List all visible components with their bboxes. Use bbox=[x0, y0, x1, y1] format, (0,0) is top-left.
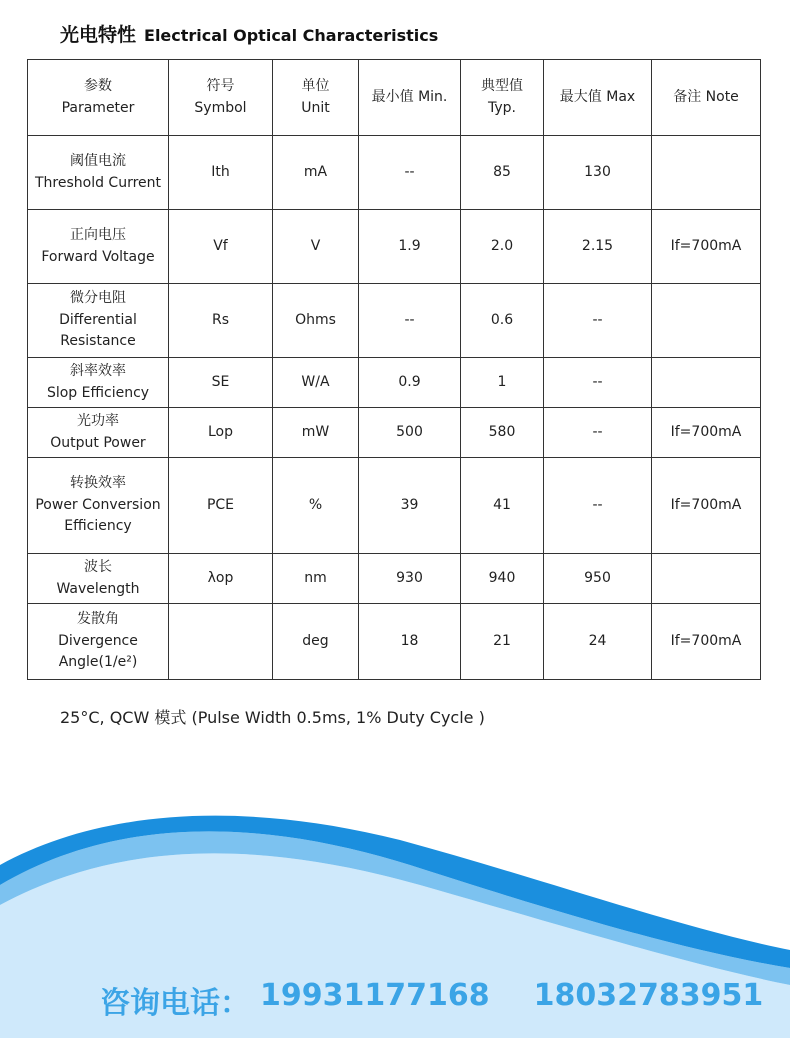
symbol-cell: Rs bbox=[169, 284, 273, 358]
note-cell: If=700mA bbox=[652, 408, 761, 458]
phone-number-2[interactable]: 18032783951 bbox=[533, 978, 764, 1013]
symbol-cell: Ith bbox=[169, 136, 273, 210]
unit-cell: V bbox=[273, 210, 359, 284]
table-row bbox=[28, 284, 761, 358]
max-cell: -- bbox=[544, 284, 652, 358]
table-row bbox=[28, 458, 761, 554]
min-cell: 18 bbox=[359, 604, 461, 680]
parameter-cell: 正向电压 Forward Voltage bbox=[28, 210, 169, 284]
max-cell: -- bbox=[544, 458, 652, 554]
max-cell: -- bbox=[544, 358, 652, 408]
table-row bbox=[28, 604, 761, 680]
symbol-cell: Vf bbox=[169, 210, 273, 284]
typ-cell: 940 bbox=[461, 554, 544, 604]
note-cell bbox=[652, 136, 761, 210]
contact-label: 咨询电话： bbox=[100, 986, 250, 1021]
header-min: 最小值 Min. bbox=[359, 60, 461, 136]
parameter-cell: 阈值电流 Threshold Current bbox=[28, 136, 169, 210]
unit-cell: % bbox=[273, 458, 359, 554]
unit-cell: W/A bbox=[273, 358, 359, 408]
max-cell: 130 bbox=[544, 136, 652, 210]
min-cell: 500 bbox=[359, 408, 461, 458]
note-cell bbox=[652, 358, 761, 408]
header-typ: 典型值 Typ. bbox=[461, 60, 544, 136]
note-cell bbox=[652, 284, 761, 358]
header-note: 备注 Note bbox=[652, 60, 761, 136]
table-header-row bbox=[28, 60, 761, 136]
typ-cell: 0.6 bbox=[461, 284, 544, 358]
test-condition-note: 25°C, QCW 模式 (Pulse Width 0.5ms, 1% Duty Cycle ) bbox=[60, 708, 485, 727]
max-cell: 950 bbox=[544, 554, 652, 604]
contact-phone-line bbox=[100, 978, 763, 1022]
typ-cell: 85 bbox=[461, 136, 544, 210]
max-cell: -- bbox=[544, 408, 652, 458]
header-symbol: 符号 Symbol bbox=[169, 60, 273, 136]
parameter-cell: 转换效率 Power Conversion Efficiency bbox=[28, 458, 169, 554]
symbol-cell: SE bbox=[169, 358, 273, 408]
parameter-cell: 波长 Wavelength bbox=[28, 554, 169, 604]
unit-cell: deg bbox=[273, 604, 359, 680]
symbol-cell: λop bbox=[169, 554, 273, 604]
max-cell: 24 bbox=[544, 604, 652, 680]
note-cell: If=700mA bbox=[652, 458, 761, 554]
title-en: Electrical Optical Characteristics bbox=[144, 26, 439, 45]
min-cell: 0.9 bbox=[359, 358, 461, 408]
table-row bbox=[28, 210, 761, 284]
header-unit: 单位 Unit bbox=[273, 60, 359, 136]
header-parameter: 参数 Parameter bbox=[28, 60, 169, 136]
table-row bbox=[28, 408, 761, 458]
parameter-cell: 发散角 Divergence Angle(1/e²) bbox=[28, 604, 169, 680]
parameter-cell: 斜率效率 Slop Efficiency bbox=[28, 358, 169, 408]
typ-cell: 1 bbox=[461, 358, 544, 408]
note-cell: If=700mA bbox=[652, 604, 761, 680]
typ-cell: 21 bbox=[461, 604, 544, 680]
unit-cell: mW bbox=[273, 408, 359, 458]
header-max: 最大值 Max bbox=[544, 60, 652, 136]
unit-cell: nm bbox=[273, 554, 359, 604]
min-cell: 930 bbox=[359, 554, 461, 604]
table-row bbox=[28, 554, 761, 604]
unit-cell: mA bbox=[273, 136, 359, 210]
page-title bbox=[60, 20, 438, 50]
min-cell: 1.9 bbox=[359, 210, 461, 284]
typ-cell: 2.0 bbox=[461, 210, 544, 284]
symbol-cell: Lop bbox=[169, 408, 273, 458]
typ-cell: 41 bbox=[461, 458, 544, 554]
max-cell: 2.15 bbox=[544, 210, 652, 284]
unit-cell: Ohms bbox=[273, 284, 359, 358]
table-row bbox=[28, 358, 761, 408]
symbol-cell bbox=[169, 604, 273, 680]
min-cell: 39 bbox=[359, 458, 461, 554]
note-cell: If=700mA bbox=[652, 210, 761, 284]
table-row bbox=[28, 136, 761, 210]
parameter-cell: 光功率 Output Power bbox=[28, 408, 169, 458]
symbol-cell: PCE bbox=[169, 458, 273, 554]
min-cell: -- bbox=[359, 136, 461, 210]
min-cell: -- bbox=[359, 284, 461, 358]
phone-number-1[interactable]: 19931177168 bbox=[260, 978, 490, 1013]
typ-cell: 580 bbox=[461, 408, 544, 458]
title-cn: 光电特性 bbox=[60, 24, 137, 46]
characteristics-table bbox=[27, 59, 761, 680]
note-cell bbox=[652, 554, 761, 604]
parameter-cell: 微分电阻 Differential Resistance bbox=[28, 284, 169, 358]
